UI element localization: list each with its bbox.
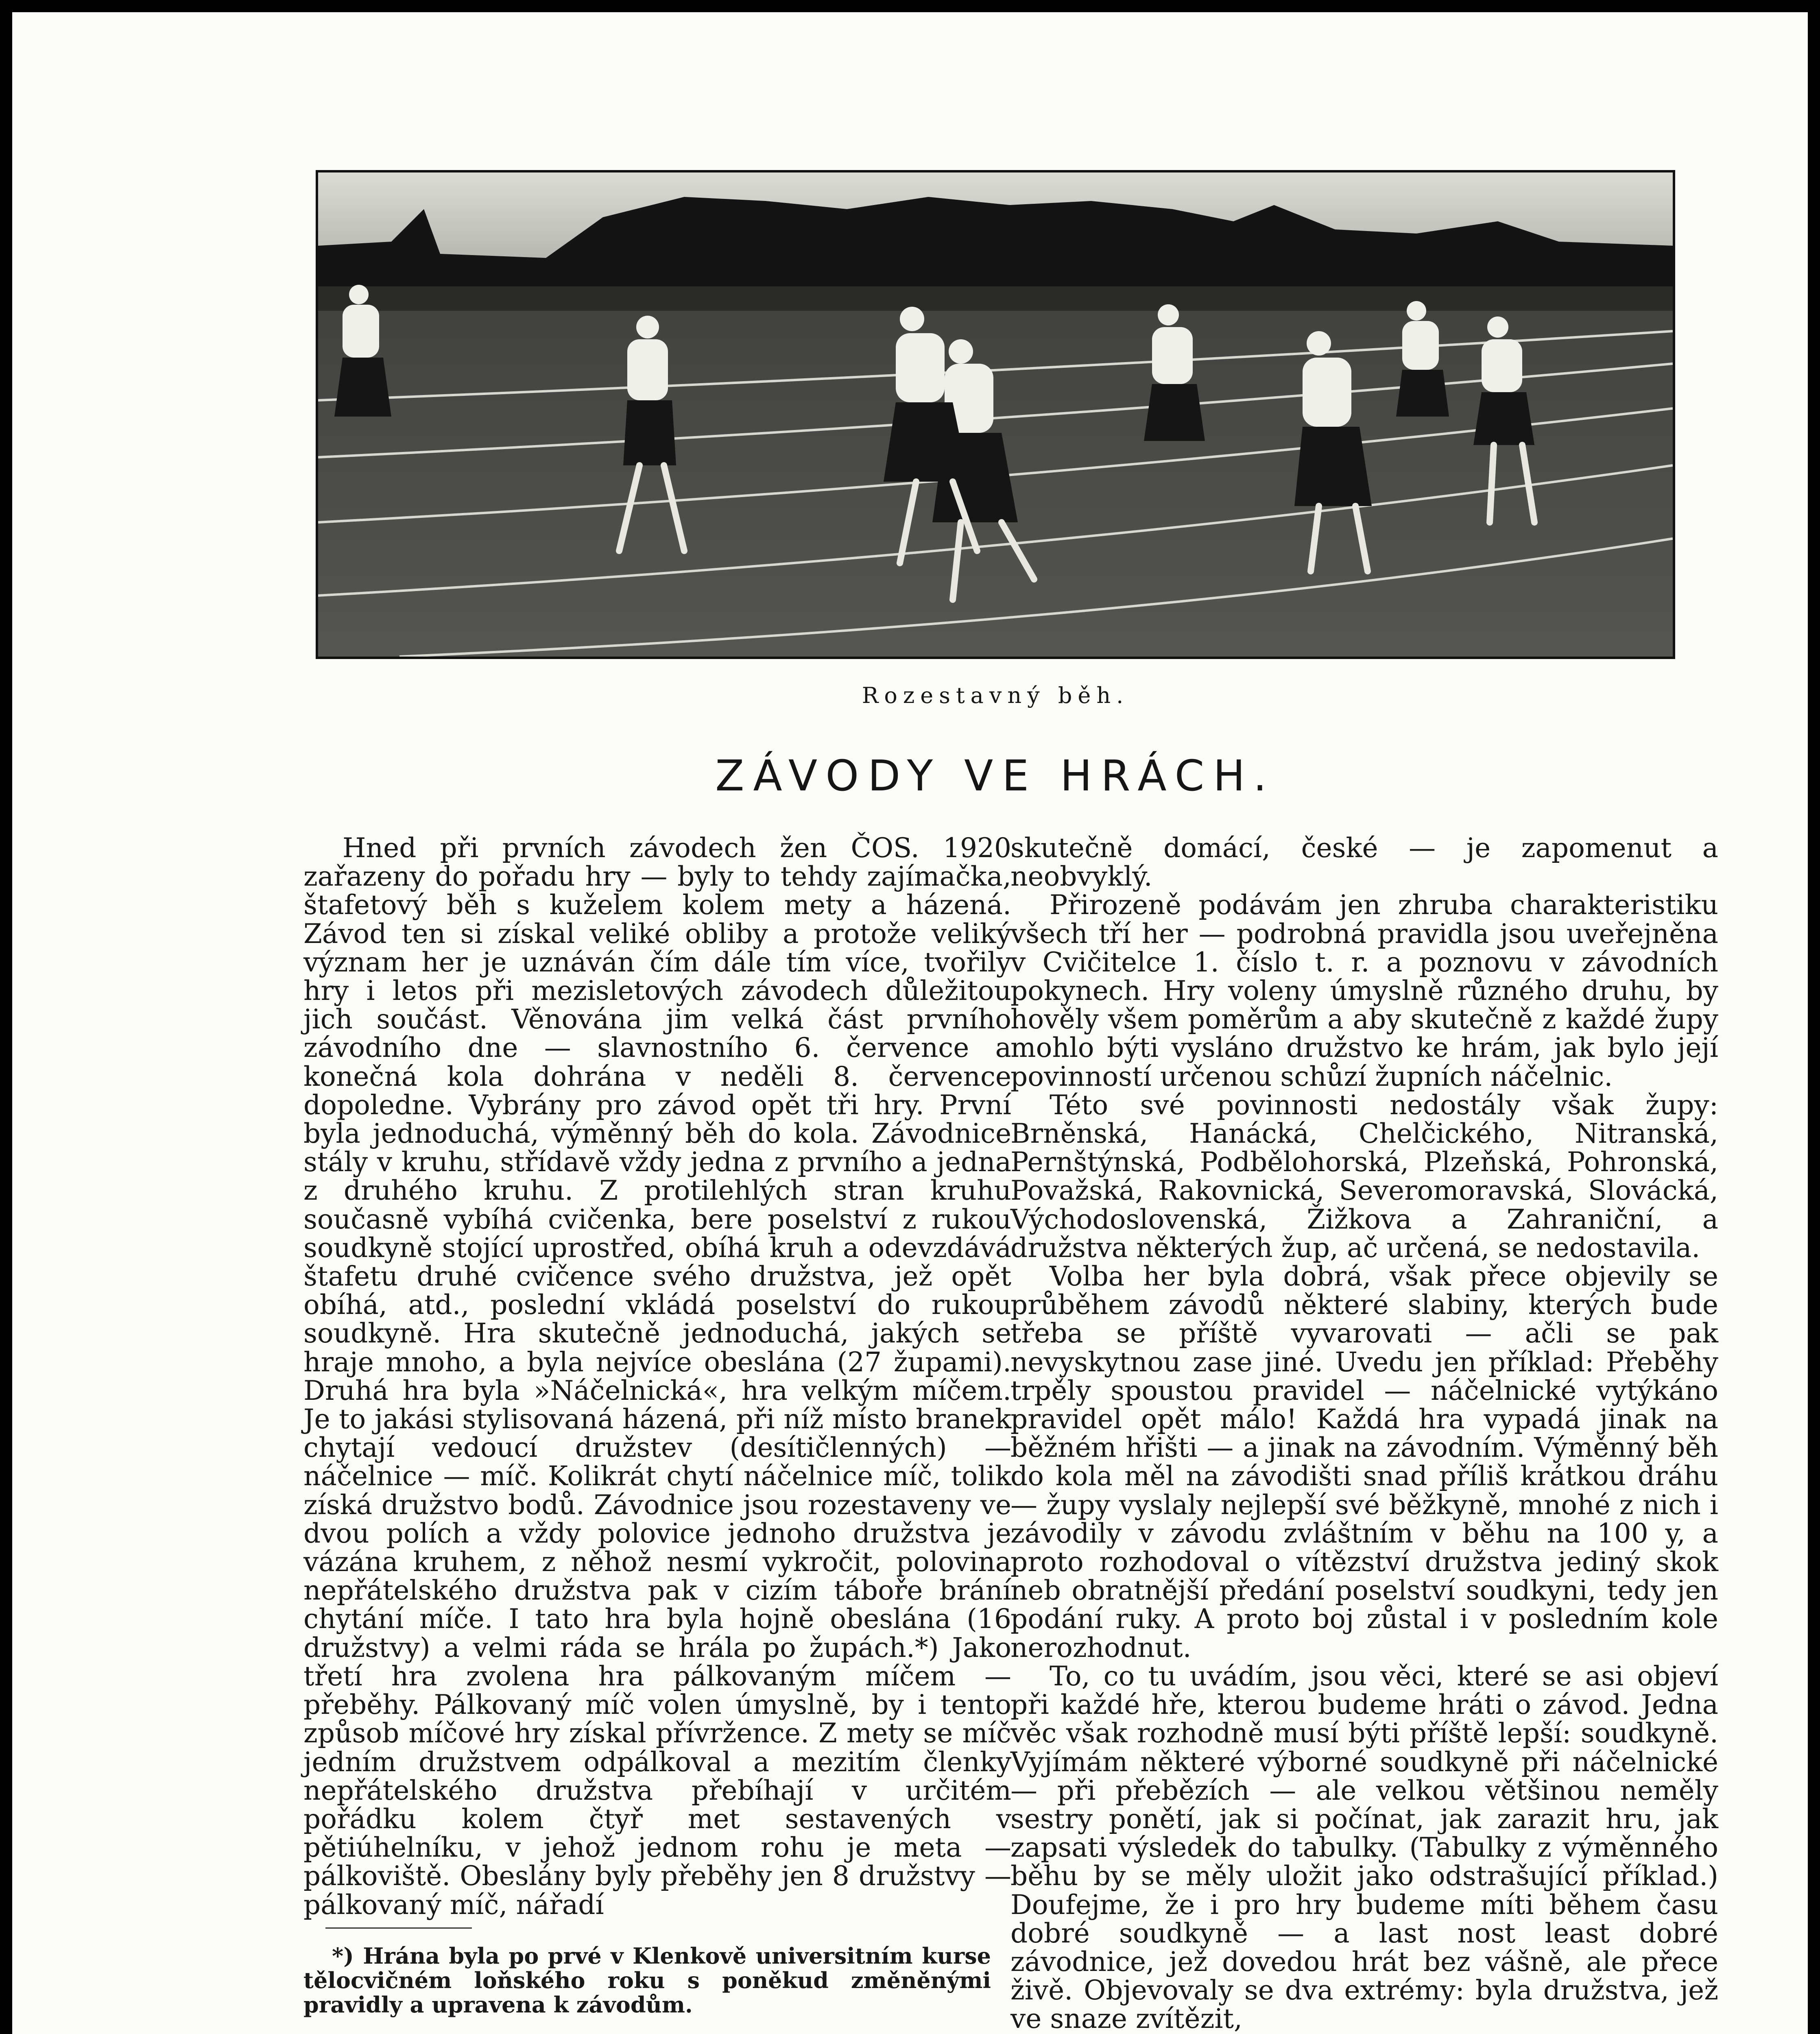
photo-caption: Rozestavný běh. [862, 683, 1129, 708]
footnote: *) Hrána byla po prvé v Klenkově universitním kurse tělocvičném loňského roku s poněkud změněnými pravidly a upravena k závodům. [303, 1943, 991, 2018]
paragraph: Hned při prvních závodech žen ČOS. 1920 zařazeny do pořadu hry — byly to tehdy zajímačka, štafetový běh s kuželem kolem mety a házená. Závod ten si získal veliké obliby a protože veliký význam her je uznáván čím dále tím více, tvořily hry i letos při mezisletových závodech důležitou jich součást. Věnována jim velká část prvního závodního dne — slavnostního 6. července a konečná kola dohrána v neděli 8. července dopoledne. Vybrány pro závod opět tři hry. První byla jednoduchá, výměnný běh do kola. Závodnice stály v kruhu, střídavě vždy jedna z prvního a jedna z druhého kruhu. Z protilehlých stran kruhu současně vybíhá cvičenka, bere poselství z rukou soudkyně stojící uprostřed, obíhá kruh a odevzdává štafetu druhé cvičence svého družstva, jež opět obíhá, atd., poslední vkládá poselství do rukou soudkyně. Hra skutečně jednoduchá, jakých se hraje mnoho, a byla nejvíce obeslána (27 župami). Druhá hra byla »Náčelnická«, hra velkým míčem. Je to jakási stylisovaná házená, při níž místo branek chytají vedoucí družstev (desítičlenných) — náčelnice — míč. Kolikrát chytí náčelnice míč, tolik získá družstvo bodů. Závodnice jsou rozestaveny ve dvou polích a vždy polovice jednoho družstva je vázána kruhem, z něhož nesmí vykročit, polovina nepřátelského družstva pak v cizím táboře brání chytání míče. I tato hra byla hojně obeslána (16 družstvy) a velmi ráda se hrála po župách.*) Jako třetí hra zvolena hra pálkovaným míčem — přeběhy. Pálkovaný míč volen úmyslně, by i tento způsob míčové hry získal přívržence. Z mety se míč jedním družstvem odpálkoval a mezitím členky nepřátelského družstva přebíhají v určitém pořádku kolem čtyř met sestavených v pětiúhelníku, v jehož jednom rohu je meta — pálkoviště. Obeslány byly přeběhy jen 8 družstvy — pálkovaný míč, nářadí [303, 832, 1011, 1921]
footnote-divider [325, 1927, 472, 1929]
race-photograph-image [318, 172, 1673, 657]
article-title: ZÁVODY VE HRÁCH. [715, 751, 1276, 801]
paragraph: Přirozeně podávám jen zhruba charakteristiku všech tří her — podrobná pravidla jsou uveřejněna v Cvičitelce 1. číslo t. r. a poznovu v závodních pokynech. Hry voleny úmyslně různého druhu, by hověly všem poměrům a aby skutečně z každé župy mohlo býti vysláno družstvo ke hrám, jak bylo její povinností určenou schůzí župních náčelnic. [1010, 889, 1718, 1092]
paragraph: skutečně domácí, české — je zapomenut a neobvyklý. [1010, 832, 1718, 893]
paragraph: Volba her byla dobrá, však přece objevily se průběhem závodů některé slabiny, kterých bude třeba se příště vyvarovati — ačli se pak nevyskytnou zase jiné. Uvedu jen příklad: Přeběhy trpěly spoustou pravidel — náčelnické vytýkáno pravidel opět málo! Každá hra vypadá jinak na běžném hřišti — a jinak na závodním. Výměnný běh do kola měl na závodišti snad příliš krátkou dráhu — župy vyslaly nejlepší své běžkyně, mnohé z nich i závodily v závodu zvláštním v běhu na 100 y, a proto rozhodoval o vítězství družstva jediný skok neb obratnější předání poselství soudkyni, tedy jen podání ruky. A proto boj zůstal i v posledním kole nerozhodnut. [1010, 1261, 1718, 1663]
paragraph: To, co tu uvádím, jsou věci, které se asi objeví při každé hře, kterou budeme hráti o závod. Jedna věc však rozhodně musí býti příště lepší: soudkyně. Vyjímám některé výborné soudkyně při náčelnické — při přebězích — ale velkou většinou neměly sestry ponětí, jak si počínat, jak zarazit hru, jak zapsati výsledek do tabulky. (Tabulky z výměnného běhu by se měly uložit jako odstrašující příklad.) Doufejme, že i pro hry budeme míti během času dobré soudkyně — a last nost least dobré závodnice, jež dovedou hrát bez vášně, ale přece živě. Objevovaly se dva extrémy: byla družstva, jež ve snaze zvítězit, [1010, 1660, 1718, 2034]
race-photograph [316, 170, 1675, 659]
document-page [12, 12, 1808, 2034]
paragraph: Této své povinnosti nedostály však župy: Brněnská, Hanácká, Chelčického, Nitranská, Pernštýnská, Podbělohorská, Plzeňská, Pohronská, Považská, Rakovnická, Severomoravská, Slovácká, Východoslovenská, Žižkova a Zahraniční, a družstva některých žup, ač určená, se nedostavila. [1010, 1089, 1718, 1264]
right-text-column [1010, 834, 1718, 2034]
left-text-column [303, 834, 1011, 1919]
